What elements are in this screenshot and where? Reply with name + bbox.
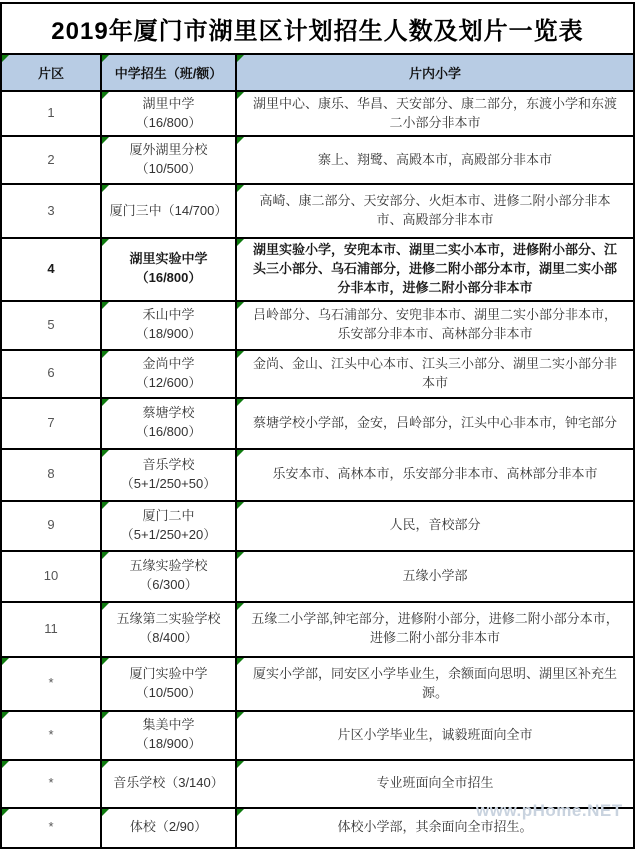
excel-flag-icon xyxy=(102,761,109,768)
school-name: 厦门实验中学 xyxy=(129,665,208,681)
school-name: 厦外湖里分校 xyxy=(129,142,208,158)
school-cell xyxy=(101,501,236,551)
district-cell xyxy=(1,350,101,398)
table-row xyxy=(1,657,634,711)
primary-schools-cell xyxy=(236,657,634,711)
primary-schools-text: 金尚、金山、江头中心本市、江头三小部分、湖里二实小部分非本市 xyxy=(252,355,617,390)
excel-flag-icon xyxy=(102,239,109,246)
district-cell xyxy=(1,551,101,602)
district-cell xyxy=(1,501,101,551)
primary-schools-cell xyxy=(236,301,634,350)
excel-flag-icon xyxy=(237,302,244,309)
table-row xyxy=(1,184,634,238)
district-cell xyxy=(1,808,101,848)
primary-schools-cell xyxy=(236,91,634,136)
excel-flag-icon xyxy=(237,552,244,559)
school-cell xyxy=(101,449,236,501)
primary-schools-cell xyxy=(236,350,634,398)
district-value: 3 xyxy=(47,202,55,218)
primary-schools-cell xyxy=(236,711,634,760)
excel-flag-icon xyxy=(237,761,244,768)
school-quota: （12/600） xyxy=(135,374,202,390)
primary-schools-cell xyxy=(236,136,634,184)
enrollment-table xyxy=(0,53,635,849)
district-value: 8 xyxy=(47,466,55,482)
excel-flag-icon xyxy=(237,712,244,719)
school-name: 厦门二中 xyxy=(142,507,195,523)
school-name: 湖里实验中学 xyxy=(129,251,208,267)
table-row xyxy=(1,136,634,184)
excel-flag-icon xyxy=(237,399,244,406)
table-row xyxy=(1,238,634,301)
table-row xyxy=(1,501,634,551)
school-cell xyxy=(101,301,236,350)
primary-schools-cell xyxy=(236,602,634,657)
excel-flag-icon xyxy=(237,603,244,610)
school-name: 蔡塘学校 xyxy=(142,405,195,421)
district-value: 9 xyxy=(47,517,55,533)
school-name: 禾山中学 xyxy=(142,307,195,323)
excel-flag-icon xyxy=(237,351,244,358)
excel-flag-icon xyxy=(102,185,109,192)
header-cell-district xyxy=(1,54,101,91)
excel-flag-icon xyxy=(237,137,244,144)
header-label-district: 片区 xyxy=(37,66,64,81)
excel-flag-icon xyxy=(237,502,244,509)
primary-schools-cell xyxy=(236,501,634,551)
excel-flag-icon xyxy=(237,185,244,192)
school-quota: （8/400） xyxy=(139,630,198,646)
district-cell xyxy=(1,91,101,136)
header-label-primary: 片内小学 xyxy=(408,66,461,81)
district-value: 5 xyxy=(47,316,55,332)
header-cell-school xyxy=(101,54,236,91)
district-cell xyxy=(1,602,101,657)
school-name: 五缘实验学校 xyxy=(129,558,208,574)
primary-schools-text: 湖里中心、康乐、华昌、天安部分、康二部分，东渡小学和东渡二小部分非本市 xyxy=(252,95,617,130)
school-cell xyxy=(101,551,236,602)
district-cell xyxy=(1,301,101,350)
table-row xyxy=(1,449,634,501)
primary-schools-text: 人民，音校部分 xyxy=(389,517,481,533)
excel-flag-icon xyxy=(102,712,109,719)
school-name: 集美中学 xyxy=(142,717,195,733)
spreadsheet-area xyxy=(0,2,635,849)
primary-schools-cell xyxy=(236,184,634,238)
excel-flag-icon xyxy=(2,55,9,62)
district-value: 2 xyxy=(47,151,55,167)
primary-schools-text: 吕岭部分、乌石浦部分、安兜非本市、湖里二实小部分非本市，乐安部分非本市、高林部分非本市 xyxy=(252,307,617,342)
district-value: * xyxy=(48,819,54,835)
primary-schools-text: 五缘二小学部,钟宅部分，进修附小部分，进修二附小部分本市，进修二附小部分非本市 xyxy=(251,611,619,646)
district-value: 7 xyxy=(47,414,55,430)
school-name: 湖里中学 xyxy=(142,95,195,111)
district-value: 11 xyxy=(44,620,58,636)
school-cell xyxy=(101,136,236,184)
table-header-row xyxy=(1,54,634,91)
school-quota: （6/300） xyxy=(139,577,198,593)
primary-schools-text: 湖里实验小学，安兜本市、湖里二实小本市，进修附小部分、江头三小部分、乌石浦部分，进修二附小部分本市，湖里二实小部分非本市，进修二附小部分非本市 xyxy=(252,242,617,295)
primary-schools-cell xyxy=(236,551,634,602)
primary-schools-cell xyxy=(236,398,634,449)
school-cell xyxy=(101,760,236,808)
primary-schools-text: 高崎、康二部分、天安部分、火炬本市、进修二附小部分非本市、高殿部分非本市 xyxy=(259,193,611,227)
school-quota: （10/500） xyxy=(135,161,202,176)
excel-flag-icon xyxy=(237,239,244,246)
school-cell xyxy=(101,91,236,136)
school-cell xyxy=(101,711,236,760)
table-row xyxy=(1,350,634,398)
district-cell xyxy=(1,398,101,449)
district-value: 4 xyxy=(47,260,55,276)
district-cell xyxy=(1,184,101,238)
primary-schools-text: 寨上、翔鹭、高殿本市，高殿部分非本市 xyxy=(317,151,552,167)
excel-flag-icon xyxy=(2,761,9,768)
district-value: 10 xyxy=(43,567,59,583)
district-cell xyxy=(1,711,101,760)
school-quota: （16/800） xyxy=(135,114,202,130)
table-row xyxy=(1,711,634,760)
school-quota: （18/900） xyxy=(135,326,202,342)
excel-flag-icon xyxy=(2,809,9,816)
primary-schools-text: 五缘小学部 xyxy=(402,567,468,583)
school-cell xyxy=(101,657,236,711)
table-row xyxy=(1,301,634,350)
excel-flag-icon xyxy=(102,399,109,406)
school-quota: （16/800） xyxy=(135,424,202,440)
district-value: * xyxy=(48,726,54,742)
primary-schools-cell xyxy=(236,238,634,301)
school-cell xyxy=(101,350,236,398)
district-cell xyxy=(1,238,101,301)
excel-flag-icon xyxy=(102,658,109,665)
school-cell xyxy=(101,602,236,657)
district-value: 1 xyxy=(47,105,55,121)
table-body xyxy=(1,91,634,848)
district-cell xyxy=(1,136,101,184)
table-row xyxy=(1,551,634,602)
header-cell-primary xyxy=(236,54,634,91)
excel-flag-icon xyxy=(237,658,244,665)
district-value: 6 xyxy=(47,365,55,381)
excel-flag-icon xyxy=(2,658,9,665)
school-name: 音乐学校 xyxy=(142,456,195,472)
school-name: 金尚中学 xyxy=(142,355,195,371)
table-row xyxy=(1,91,634,136)
school-quota: （5+1/250+50） xyxy=(120,475,217,491)
primary-schools-cell xyxy=(236,449,634,501)
school-quota: （18/900） xyxy=(135,736,202,752)
excel-flag-icon xyxy=(102,137,109,144)
excel-flag-icon xyxy=(102,351,109,358)
excel-flag-icon xyxy=(102,809,109,816)
school-name: 厦门三中（14/700） xyxy=(109,202,228,218)
school-quota: （10/500） xyxy=(135,684,202,700)
primary-schools-text: 蔡塘学校小学部，金安，吕岭部分，江头中心非本市，钟宅部分 xyxy=(252,414,617,430)
excel-flag-icon xyxy=(102,552,109,559)
district-cell xyxy=(1,760,101,808)
district-value: * xyxy=(48,675,54,691)
excel-flag-icon xyxy=(102,450,109,457)
district-cell xyxy=(1,449,101,501)
school-quota: （16/800） xyxy=(135,270,202,286)
school-cell xyxy=(101,398,236,449)
excel-flag-icon xyxy=(102,502,109,509)
page-title: 2019年厦门市湖里区计划招生人数及划片一览表 xyxy=(0,2,635,53)
school-cell xyxy=(101,238,236,301)
header-label-school: 中学招生（班/额） xyxy=(114,66,223,81)
school-cell xyxy=(101,808,236,848)
excel-flag-icon xyxy=(237,450,244,457)
excel-flag-icon xyxy=(102,55,109,62)
district-cell xyxy=(1,657,101,711)
primary-schools-text: 体校小学部，其余面向全市招生。 xyxy=(337,819,533,835)
school-name: 五缘第二实验学校 xyxy=(116,611,221,627)
table-row xyxy=(1,398,634,449)
excel-flag-icon xyxy=(237,92,244,99)
school-name: 体校（2/90） xyxy=(129,819,208,835)
excel-flag-icon xyxy=(102,603,109,610)
school-name: 音乐学校（3/140） xyxy=(113,775,224,791)
watermark: www.pHome.NET xyxy=(476,801,623,820)
excel-flag-icon xyxy=(102,302,109,309)
school-cell xyxy=(101,184,236,238)
primary-schools-text: 厦实小学部，同安区小学毕业生，余额面向思明、湖里区补充生源。 xyxy=(252,665,617,700)
excel-flag-icon xyxy=(237,809,244,816)
excel-flag-icon xyxy=(237,55,244,62)
excel-flag-icon xyxy=(102,92,109,99)
primary-schools-text: 专业班面向全市招生 xyxy=(376,775,494,791)
primary-schools-text: 片区小学毕业生，诚毅班面向全市 xyxy=(337,726,533,742)
table-row xyxy=(1,602,634,657)
excel-flag-icon xyxy=(2,712,9,719)
district-value: * xyxy=(48,775,54,791)
primary-schools-text: 乐安本市、高林本市，乐安部分非本市、高林部分非本市 xyxy=(272,466,598,482)
school-quota: （5+1/250+20） xyxy=(120,526,217,542)
